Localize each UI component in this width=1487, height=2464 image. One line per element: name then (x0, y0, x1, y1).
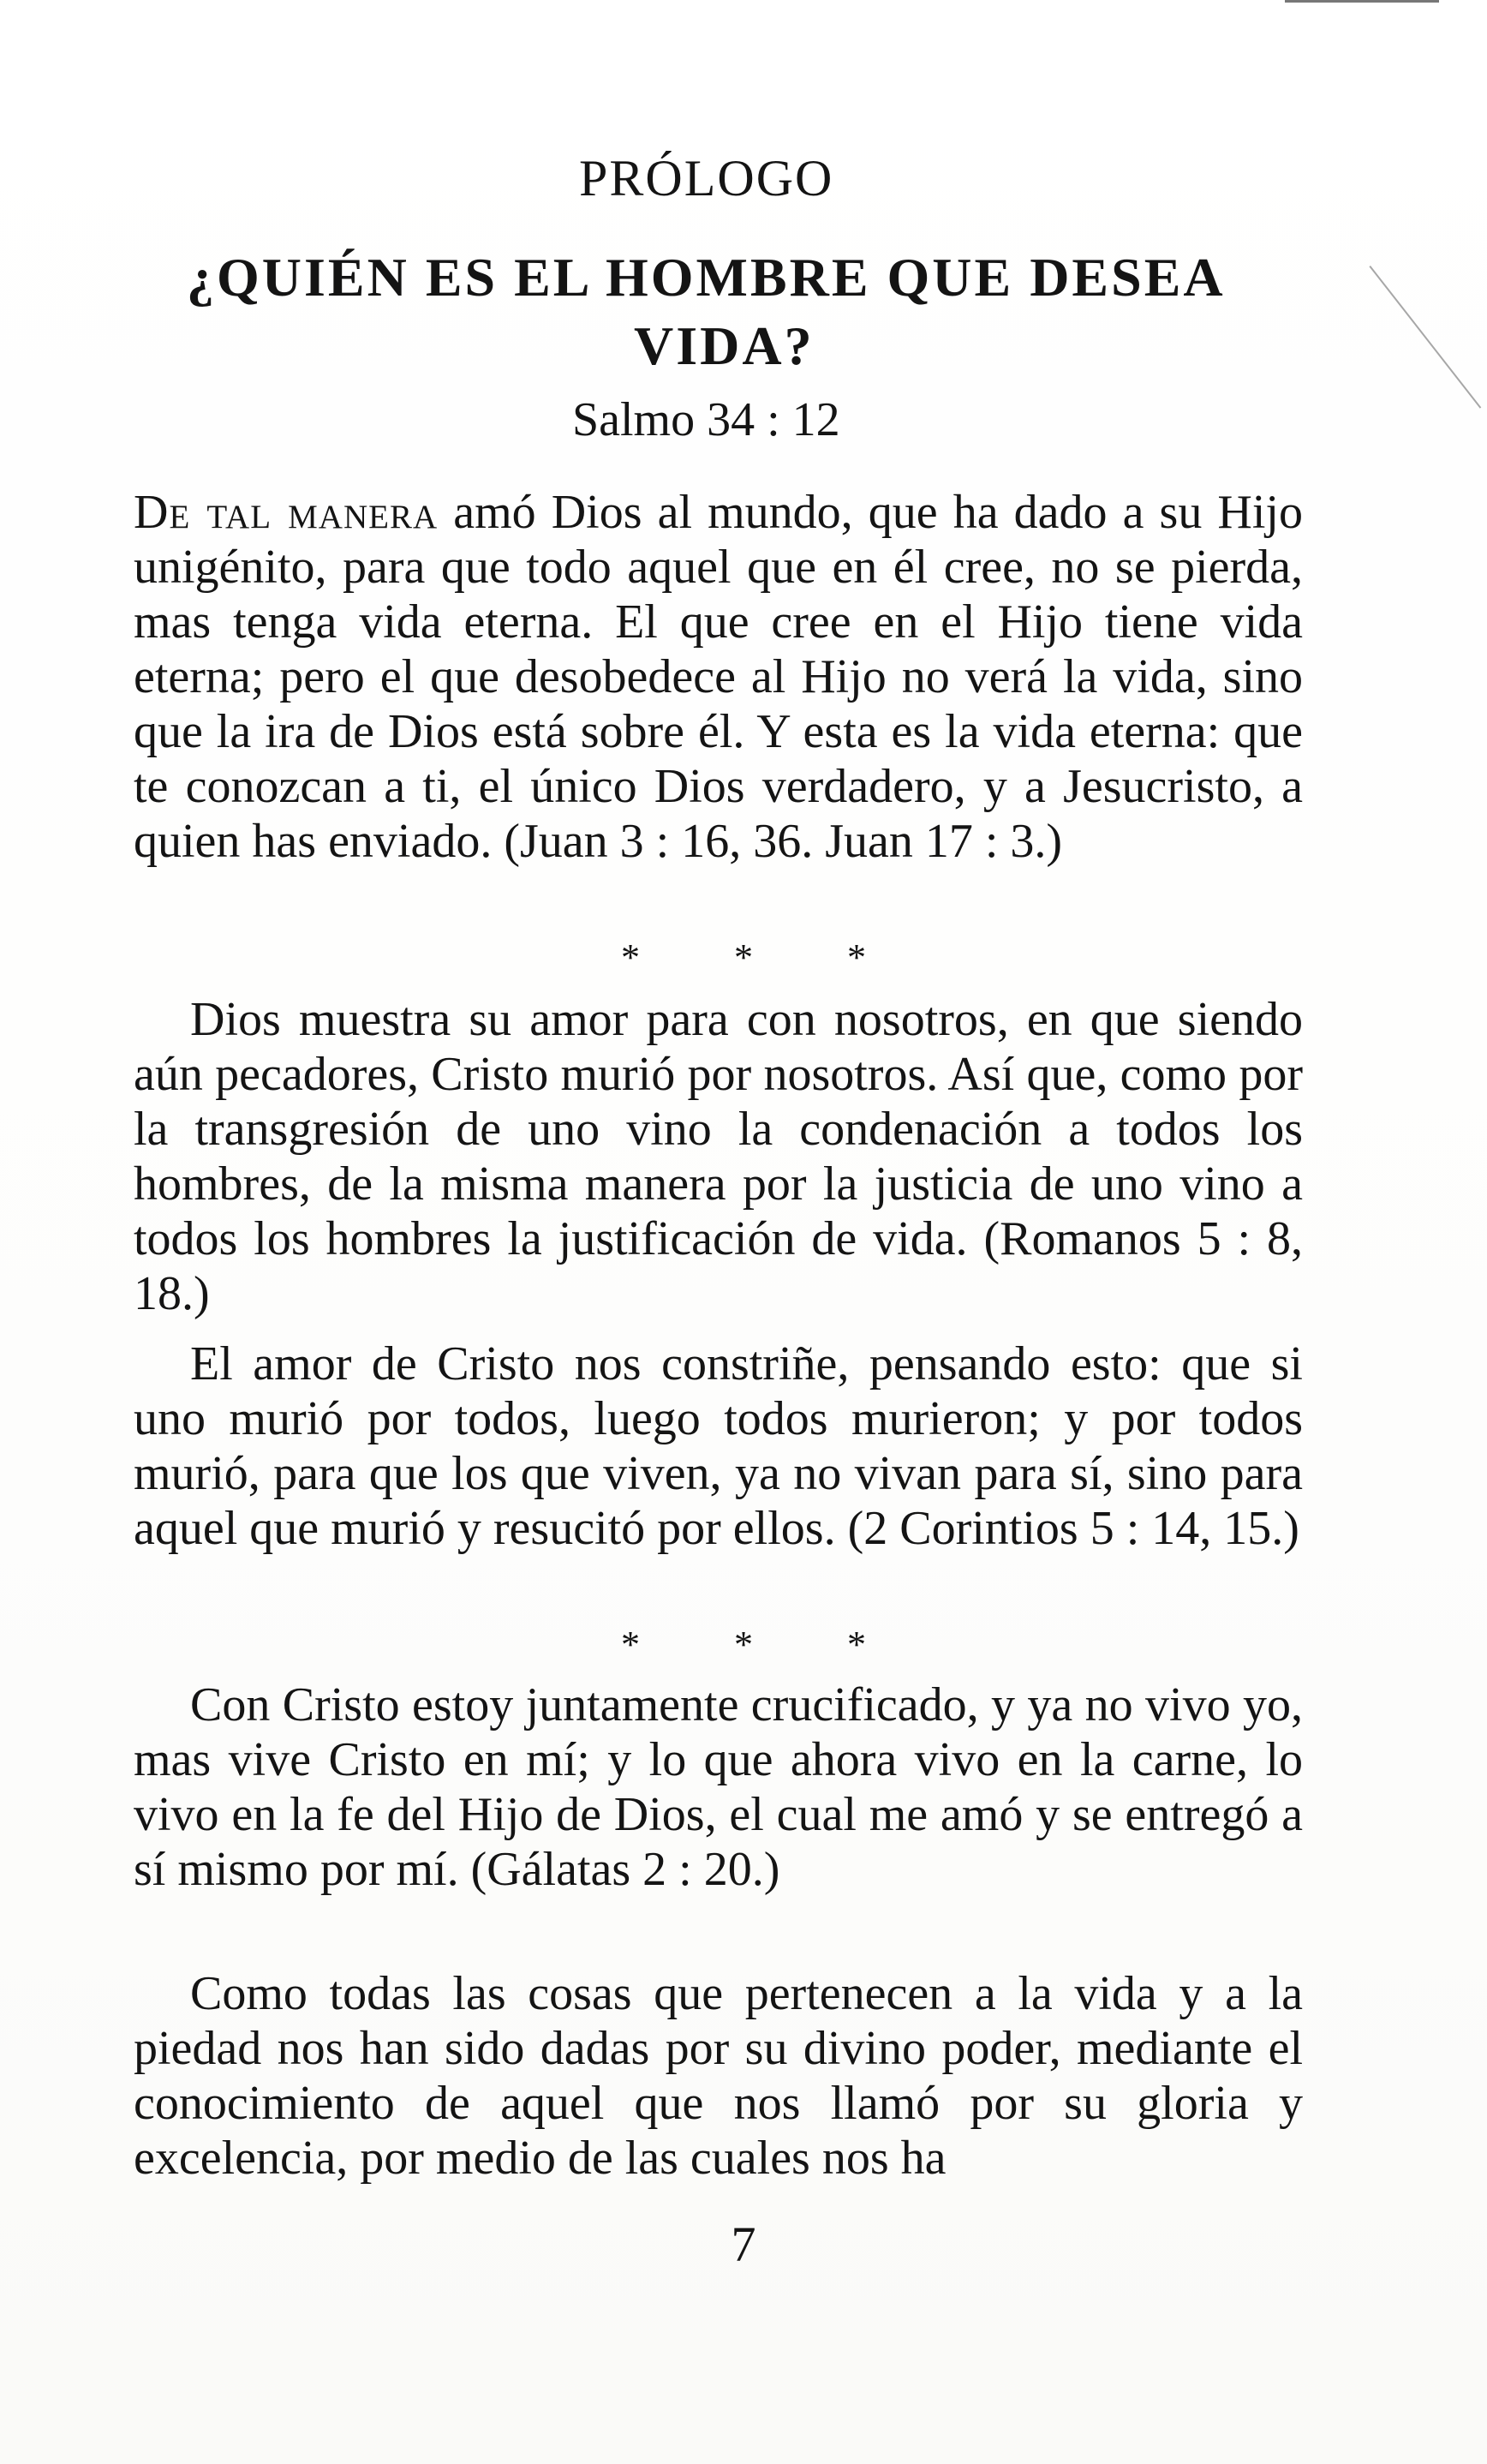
star-glyph: * (847, 1624, 866, 1666)
section-heading: PRÓLOGO (579, 150, 834, 206)
star-glyph: * (847, 936, 866, 978)
paper-crease (1369, 266, 1481, 409)
star-glyph: * (621, 1624, 640, 1666)
paragraph-2: Dios muestra su amor para con nosotros, en que siendo aún pecadores, Cristo murió por nosotros. Así que, como por la transgresión de uno vino la condenación a todos los hombres, de la misma manera por la justicia de uno vino a todos los hombres la justificación de vida. (Romanos 5 : 8, 18.) (134, 993, 1303, 1320)
paragraph-3: El amor de Cristo nos constriñe, pensando esto: que si uno murió por todos, luego todos murieron; y por todos murió, para que los que viven, ya no vivan para sí, sino para aquel que murió y resucitó por ellos. (2 Corintios 5 : 14, 15.) (134, 1337, 1303, 1555)
paragraph-1-text: amó Dios al mundo, que ha dado a su Hijo unigénito, para que todo aquel que en él cree, no se pierda, mas tenga vida eterna. El que cree en el Hijo tiene vida eterna; pero el que desobedece al Hijo no verá la vida, sino que la ira de Dios está sobre él. Y esta es la vida eterna: que te conozcan a ti, el único Dios verdadero, y a Jesucristo, a quien has enviado. (Juan 3 : 16, 36. Juan 17 : 3.) (134, 486, 1303, 868)
chapter-title-line-1: ¿QUIÉN ES EL HOMBRE QUE DESEA (187, 247, 1226, 308)
paragraph-4: Con Cristo estoy juntamente crucificado, y ya no vivo yo, mas vive Cristo en mí; y lo que ahora vivo en la carne, lo vivo en la fe del Hijo de Dios, el cual me amó y se entregó a sí mismo por mí. (Gálatas 2 : 20.) (134, 1678, 1303, 1896)
star-glyph: * (734, 1624, 753, 1666)
star-glyph: * (621, 936, 640, 978)
page-number: 7 (731, 2216, 756, 2272)
chapter-title-line-2: VIDA? (634, 315, 815, 376)
separator-stars-2 (0, 1624, 1487, 1666)
paragraph-1 (134, 485, 1303, 869)
star-glyph: * (734, 936, 753, 978)
separator-stars-1 (0, 936, 1487, 979)
paragraph-5: Como todas las cosas que pertenecen a la vida y a la piedad nos han sido dadas por su divino poder, mediante el conocimiento de aquel que nos llamó por su gloria y excelencia, por medio de las cuales nos ha (134, 1967, 1303, 2185)
scripture-reference: Salmo 34 : 12 (572, 393, 840, 446)
paragraph-1-lead: De tal manera (134, 486, 439, 539)
scan-edge-mark (1285, 0, 1439, 3)
